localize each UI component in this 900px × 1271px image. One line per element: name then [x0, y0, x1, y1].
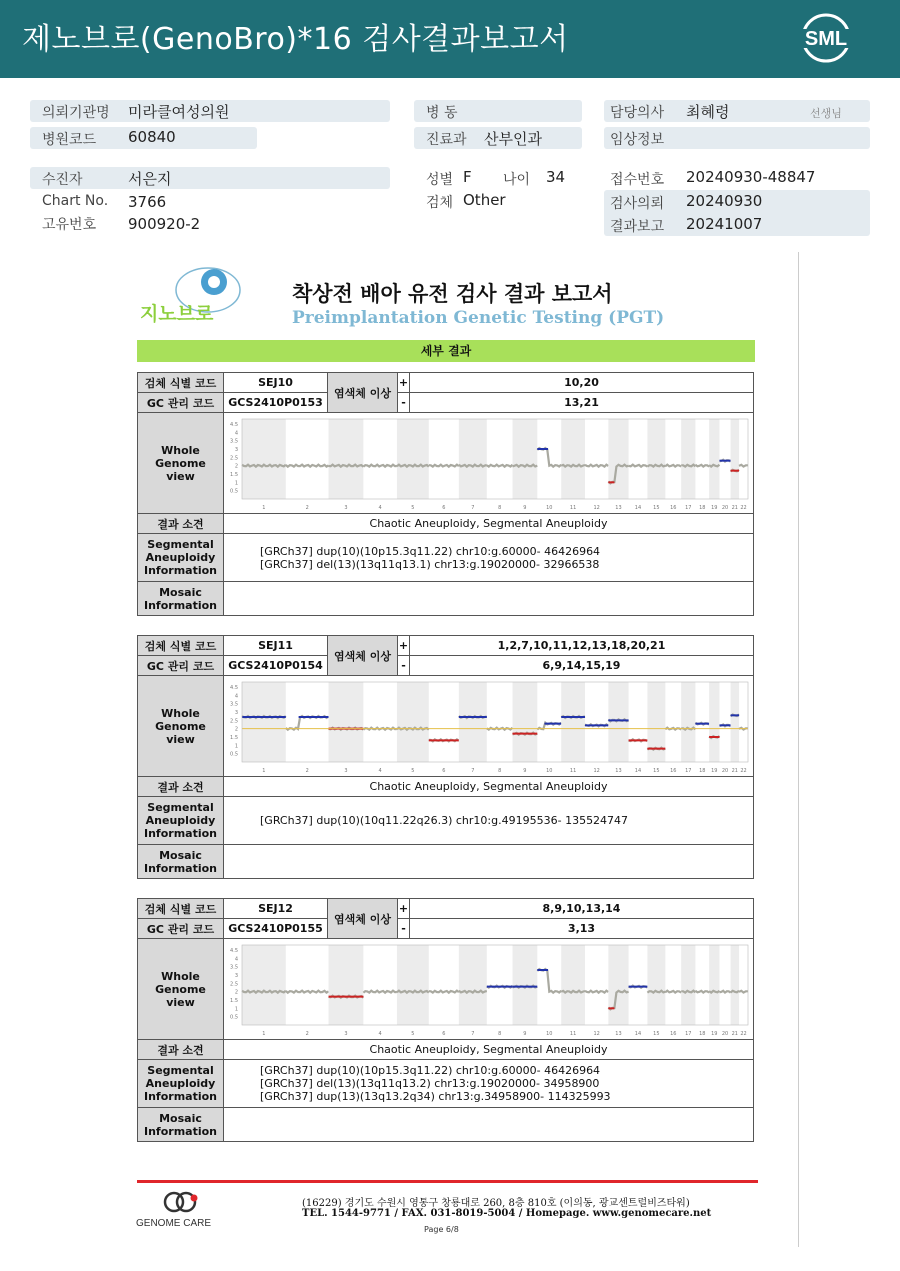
y-tick-label: 2: [234, 463, 238, 470]
hospital-code-label: 병원코드: [42, 132, 97, 148]
chromosome-band: [561, 419, 585, 499]
whole-genome-label: Whole Genome view: [138, 939, 224, 1040]
chromosome-band: [681, 682, 695, 762]
patient-label: 수진자: [42, 172, 83, 188]
x-tick-label: 13: [615, 505, 622, 511]
unique-value: 900920-2: [128, 215, 201, 233]
copy-number-trace: [429, 465, 459, 467]
x-tick-label: 21: [731, 1031, 738, 1037]
x-tick-label: 10: [546, 1031, 553, 1037]
copy-number-trace: [286, 991, 329, 993]
copy-number-trace: [487, 465, 513, 467]
sample-code-label: 검체 식별 코드: [138, 899, 224, 919]
loss-sign: -: [398, 393, 410, 413]
x-tick-label: 19: [711, 768, 718, 774]
chromosome-band: [608, 419, 628, 499]
y-tick-label: 3: [234, 447, 238, 453]
x-tick-label: 22: [740, 505, 747, 511]
footer-divider: [137, 1180, 758, 1183]
copy-number-trace: [329, 465, 364, 467]
gc-code-label: GC 관리 코드: [138, 656, 224, 676]
loss-chromosomes: 3,13: [410, 919, 754, 939]
segmental-label: Segmental Aneuploidy Information: [138, 797, 224, 845]
copy-number-trace: [585, 991, 608, 993]
x-tick-label: 6: [442, 768, 446, 774]
clinical-label: 임상정보: [610, 132, 665, 148]
chromosome-band: [397, 682, 429, 762]
department-value: 산부인과: [484, 130, 542, 148]
x-tick-label: 17: [685, 768, 692, 774]
x-tick-label: 19: [711, 505, 718, 511]
chromosome-band: [242, 419, 286, 499]
chromosome-band: [459, 945, 487, 1025]
chromosome-band: [459, 419, 487, 499]
ward-label: 병 동: [426, 105, 458, 121]
x-tick-label: 9: [523, 1031, 527, 1037]
requested-value: 20240930: [686, 192, 763, 210]
x-tick-label: 12: [593, 1031, 600, 1037]
y-tick-label: 3.5: [230, 701, 238, 708]
gc-code-label: GC 관리 코드: [138, 393, 224, 413]
chromosome-band: [512, 419, 537, 499]
x-tick-label: 8: [498, 505, 502, 511]
copy-number-trace: [695, 991, 709, 993]
x-tick-label: 3: [344, 505, 348, 511]
plot-frame: [242, 419, 748, 499]
copy-number-trace: [537, 448, 561, 467]
sample-result-table: [137, 898, 754, 1142]
x-tick-label: 12: [593, 768, 600, 774]
doctor-value: 최혜령: [686, 103, 730, 121]
sex-label: 성별: [426, 172, 454, 188]
whole-genome-plot: [224, 939, 754, 1039]
copy-number-trace: [429, 991, 459, 993]
x-tick-label: 17: [685, 505, 692, 511]
chromosome-band: [329, 419, 364, 499]
genome-care-text: GENOME CARE: [136, 1218, 212, 1229]
y-tick-label: 0.5: [230, 1014, 238, 1021]
chromosome-band: [709, 419, 719, 499]
x-tick-label: 11: [569, 1031, 577, 1037]
x-tick-label: 22: [740, 768, 747, 774]
gain-chromosomes: 1,2,7,10,11,12,13,18,20,21: [410, 636, 754, 656]
chromosome-band: [731, 945, 739, 1025]
chromosome-band: [397, 945, 429, 1025]
mosaic-value: [224, 1108, 754, 1142]
x-tick-label: 3: [344, 1031, 348, 1037]
copy-number-trace: [720, 991, 731, 993]
footer-contact: TEL. 1544-9771 / FAX. 031-8019-5004 / Homepage. www.genomecare.net: [302, 1208, 712, 1219]
chart-value: 3766: [128, 193, 167, 211]
copy-number-trace: [585, 465, 608, 467]
x-tick-label: 14: [634, 1031, 642, 1037]
whole-genome-cell: [224, 413, 754, 514]
footer-address: (16229) 경기도 수원시 영통구 창룡대로 260, 8층 810호 (이의동, 광교센트럴비즈타워): [302, 1198, 690, 1209]
y-tick-label: 4: [234, 956, 238, 963]
gain-sign: +: [398, 636, 410, 656]
y-tick-label: 2.5: [230, 981, 238, 988]
x-tick-label: 16: [670, 505, 677, 511]
x-tick-label: 14: [634, 505, 642, 511]
chromosome-band: [459, 682, 487, 762]
mosaic-label: Mosaic Information: [138, 845, 224, 879]
loss-chromosomes: 6,9,14,15,19: [410, 656, 754, 676]
x-tick-label: 10: [546, 768, 553, 774]
unique-label: 고유번호: [42, 217, 97, 233]
y-tick-label: 3.5: [230, 438, 238, 445]
chrom-abn-label: 염색체 이상: [328, 373, 398, 413]
chromosome-band: [242, 945, 286, 1025]
specimen-value: Other: [463, 191, 506, 209]
sample-code-value: SEJ10: [224, 373, 328, 393]
whole-genome-cell: [224, 676, 754, 777]
x-tick-label: 2: [305, 1031, 309, 1037]
gain-chromosomes: 10,20: [410, 373, 754, 393]
y-tick-label: 4: [234, 430, 238, 437]
finding-value: Chaotic Aneuploidy, Segmental Aneuploidy: [224, 514, 754, 534]
x-tick-label: 15: [653, 768, 660, 774]
y-tick-label: 4: [234, 693, 238, 700]
chromosome-band: [561, 945, 585, 1025]
sample-result-table: [137, 635, 754, 879]
chromosome-band: [242, 682, 286, 762]
whole-genome-cell: [224, 939, 754, 1040]
sample-code-label: 검체 식별 코드: [138, 373, 224, 393]
copy-number-trace: [537, 969, 561, 993]
segmental-line: [GRCh37] dup(10)(10p15.3q11.22) chr10:g.60000- 46426964: [260, 544, 601, 558]
whole-genome-plot: [224, 676, 754, 776]
department-label: 진료과: [426, 132, 467, 148]
y-tick-label: 0.5: [230, 488, 238, 495]
y-tick-label: 4.5: [230, 948, 238, 954]
plot-frame: [242, 682, 748, 762]
x-tick-label: 19: [711, 1031, 718, 1037]
copy-number-trace: [709, 991, 719, 993]
x-tick-label: 1: [262, 505, 266, 511]
x-tick-label: 21: [731, 505, 738, 511]
sample-code-value: SEJ11: [224, 636, 328, 656]
receipt-label: 접수번호: [610, 172, 665, 188]
loss-chromosomes: 13,21: [410, 393, 754, 413]
segmental-line: [GRCh37] dup(13)(13q13.2q34) chr13:g.34958900- 114325993: [260, 1090, 611, 1103]
x-tick-label: 18: [699, 1031, 706, 1037]
report-subtitle: Preimplantation Genetic Testing (PGT): [292, 308, 665, 328]
segmental-line: [GRCh37] del(13)(13q11q13.2) chr13:g.19020000- 34958900: [260, 1077, 600, 1090]
segmental-value: [224, 797, 754, 845]
sample-result-table: [137, 372, 754, 616]
x-tick-label: 6: [442, 505, 446, 511]
chromosome-band: [731, 682, 739, 762]
copy-number-trace: [647, 465, 665, 467]
receipt-value: 20240930-48847: [686, 168, 816, 186]
copy-number-trace: [286, 465, 329, 467]
x-tick-label: 8: [498, 768, 502, 774]
y-tick-label: 0.5: [230, 751, 238, 758]
loss-sign: -: [398, 919, 410, 939]
x-tick-label: 7: [471, 1031, 475, 1037]
doctor-label: 담당의사: [610, 105, 665, 121]
x-tick-label: 5: [411, 505, 415, 511]
chart-label: Chart No.: [42, 193, 109, 209]
copy-number-trace: [731, 991, 739, 993]
x-tick-label: 17: [685, 1031, 692, 1037]
x-tick-label: 15: [653, 1031, 660, 1037]
x-tick-label: 4: [378, 768, 382, 774]
y-tick-label: 1.5: [230, 998, 238, 1004]
gc-code-value: GCS2410P0154: [224, 656, 328, 676]
chromosome-band: [397, 419, 429, 499]
segmental-label: Segmental Aneuploidy Information: [138, 534, 224, 582]
y-tick-label: 1.5: [230, 472, 238, 478]
copy-number-trace: [739, 991, 748, 993]
copy-number-trace: [665, 465, 681, 467]
copy-number-trace: [629, 465, 648, 467]
genome-care-logo: [136, 1190, 236, 1230]
chromosome-band: [608, 945, 628, 1025]
x-tick-label: 15: [653, 505, 660, 511]
x-tick-label: 18: [699, 505, 706, 511]
hospital-code-value: 60840: [128, 128, 176, 146]
x-tick-label: 21: [731, 768, 738, 774]
gc-code-value: GCS2410P0155: [224, 919, 328, 939]
mosaic-label: Mosaic Information: [138, 1108, 224, 1142]
finding-label: 결과 소견: [138, 777, 224, 797]
x-tick-label: 7: [471, 768, 475, 774]
x-tick-label: 3: [344, 768, 348, 774]
sex-value: F: [463, 168, 472, 186]
header-bar: [0, 0, 900, 78]
segmental-line: [GRCh37] del(13)(13q11q13.1) chr13:g.19020000- 32966538: [260, 557, 600, 571]
chromosome-band: [647, 419, 665, 499]
sample-code-label: 검체 식별 코드: [138, 636, 224, 656]
chromosome-band: [647, 945, 665, 1025]
y-tick-label: 1: [234, 480, 238, 487]
y-tick-label: 2: [234, 726, 238, 733]
mosaic-label: Mosaic Information: [138, 582, 224, 616]
institution-label: 의뢰기관명: [42, 105, 110, 121]
whole-genome-plot: [224, 413, 754, 513]
chromosome-band: [681, 945, 695, 1025]
specimen-label: 검체: [426, 195, 454, 211]
genobro-logo-text: 지노브로: [140, 303, 214, 325]
chromosome-band: [561, 682, 585, 762]
mosaic-value: [224, 582, 754, 616]
reported-label: 결과보고: [610, 219, 665, 235]
section-title: 세부 결과: [137, 340, 755, 362]
genobro-logo: [136, 262, 254, 328]
y-tick-label: 4.5: [230, 685, 238, 691]
x-tick-label: 8: [498, 1031, 502, 1037]
gc-code-value: GCS2410P0153: [224, 393, 328, 413]
finding-value: Chaotic Aneuploidy, Segmental Aneuploidy: [224, 1040, 754, 1060]
x-tick-label: 5: [411, 1031, 415, 1037]
report-title: 착상전 배아 유전 검사 결과 보고서: [292, 282, 613, 306]
chromosome-band: [709, 945, 719, 1025]
patient-value: 서은지: [128, 170, 172, 188]
whole-genome-label: Whole Genome view: [138, 413, 224, 514]
segmental-value: [224, 534, 754, 582]
x-tick-label: 12: [593, 505, 600, 511]
y-tick-label: 2.5: [230, 455, 238, 462]
plot-frame: [242, 945, 748, 1025]
gain-chromosomes: 8,9,10,13,14: [410, 899, 754, 919]
copy-number-trace: [709, 465, 719, 467]
gain-sign: +: [398, 373, 410, 393]
chromosome-band: [681, 419, 695, 499]
segmental-line: [GRCh37] dup(10)(10q11.22q26.3) chr10:g.49195536- 135524747: [260, 814, 629, 827]
x-tick-label: 14: [634, 768, 642, 774]
chromosome-band: [709, 682, 719, 762]
copy-number-trace: [363, 991, 397, 993]
x-tick-label: 9: [523, 505, 527, 511]
age-label: 나이: [503, 172, 531, 188]
finding-value: Chaotic Aneuploidy, Segmental Aneuploidy: [224, 777, 754, 797]
chrom-abn-label: 염색체 이상: [328, 899, 398, 939]
copy-number-trace: [363, 465, 397, 467]
x-tick-label: 4: [378, 1031, 382, 1037]
x-tick-label: 4: [378, 505, 382, 511]
page-divider: [798, 252, 799, 1247]
sample-code-value: SEJ12: [224, 899, 328, 919]
chromosome-band: [329, 945, 364, 1025]
sml-logo: [796, 12, 856, 64]
x-tick-label: 9: [523, 768, 527, 774]
copy-number-trace: [695, 465, 709, 467]
mosaic-value: [224, 845, 754, 879]
segmental-value: [224, 1060, 754, 1108]
segmental-line: [GRCh37] dup(10)(10p15.3q11.22) chr10:g.60000- 46426964: [260, 1064, 601, 1077]
copy-number-trace: [286, 716, 329, 730]
x-tick-label: 1: [262, 1031, 266, 1037]
finding-label: 결과 소견: [138, 514, 224, 534]
x-tick-label: 16: [670, 1031, 677, 1037]
chromosome-band: [608, 682, 628, 762]
gc-code-label: GC 관리 코드: [138, 919, 224, 939]
doctor-suffix: 선생님: [810, 107, 842, 120]
y-tick-label: 2: [234, 989, 238, 996]
copy-number-trace: [665, 991, 681, 993]
y-tick-label: 1: [234, 1006, 238, 1013]
y-tick-label: 1: [234, 743, 238, 750]
x-tick-label: 16: [670, 768, 677, 774]
sml-logo-text: SML: [804, 28, 848, 50]
reported-value: 20241007: [686, 215, 763, 233]
y-tick-label: 2.5: [230, 718, 238, 725]
x-tick-label: 20: [721, 768, 729, 774]
x-tick-label: 18: [699, 768, 706, 774]
y-tick-label: 3: [234, 973, 238, 979]
x-tick-label: 2: [305, 505, 309, 511]
x-tick-label: 22: [740, 1031, 747, 1037]
x-tick-label: 11: [569, 768, 577, 774]
x-tick-label: 10: [546, 505, 553, 511]
x-tick-label: 20: [721, 1031, 729, 1037]
x-tick-label: 2: [305, 768, 309, 774]
copy-number-trace: [647, 991, 665, 993]
chromosome-band: [329, 682, 364, 762]
loss-sign: -: [398, 656, 410, 676]
x-tick-label: 1: [262, 768, 266, 774]
x-tick-label: 6: [442, 1031, 446, 1037]
copy-number-trace: [739, 465, 748, 467]
y-tick-label: 4.5: [230, 422, 238, 428]
chromosome-band: [731, 419, 739, 499]
chromosome-band: [512, 682, 537, 762]
whole-genome-label: Whole Genome view: [138, 676, 224, 777]
x-tick-label: 11: [569, 505, 577, 511]
y-tick-label: 3.5: [230, 964, 238, 971]
y-tick-label: 3: [234, 710, 238, 716]
x-tick-label: 5: [411, 768, 415, 774]
x-tick-label: 13: [615, 1031, 622, 1037]
y-tick-label: 1.5: [230, 735, 238, 741]
x-tick-label: 20: [721, 505, 729, 511]
requested-label: 검사의뢰: [610, 196, 665, 212]
page-number: Page 6/8: [424, 1225, 459, 1234]
finding-label: 결과 소견: [138, 1040, 224, 1060]
page-title: 제노브로(GenoBro)*16 검사결과보고서: [22, 22, 569, 57]
chrom-abn-label: 염색체 이상: [328, 636, 398, 676]
x-tick-label: 13: [615, 768, 622, 774]
segmental-label: Segmental Aneuploidy Information: [138, 1060, 224, 1108]
x-tick-label: 7: [471, 505, 475, 511]
gain-sign: +: [398, 899, 410, 919]
institution-value: 미라클여성의원: [128, 103, 230, 121]
age-value: 34: [546, 168, 566, 186]
